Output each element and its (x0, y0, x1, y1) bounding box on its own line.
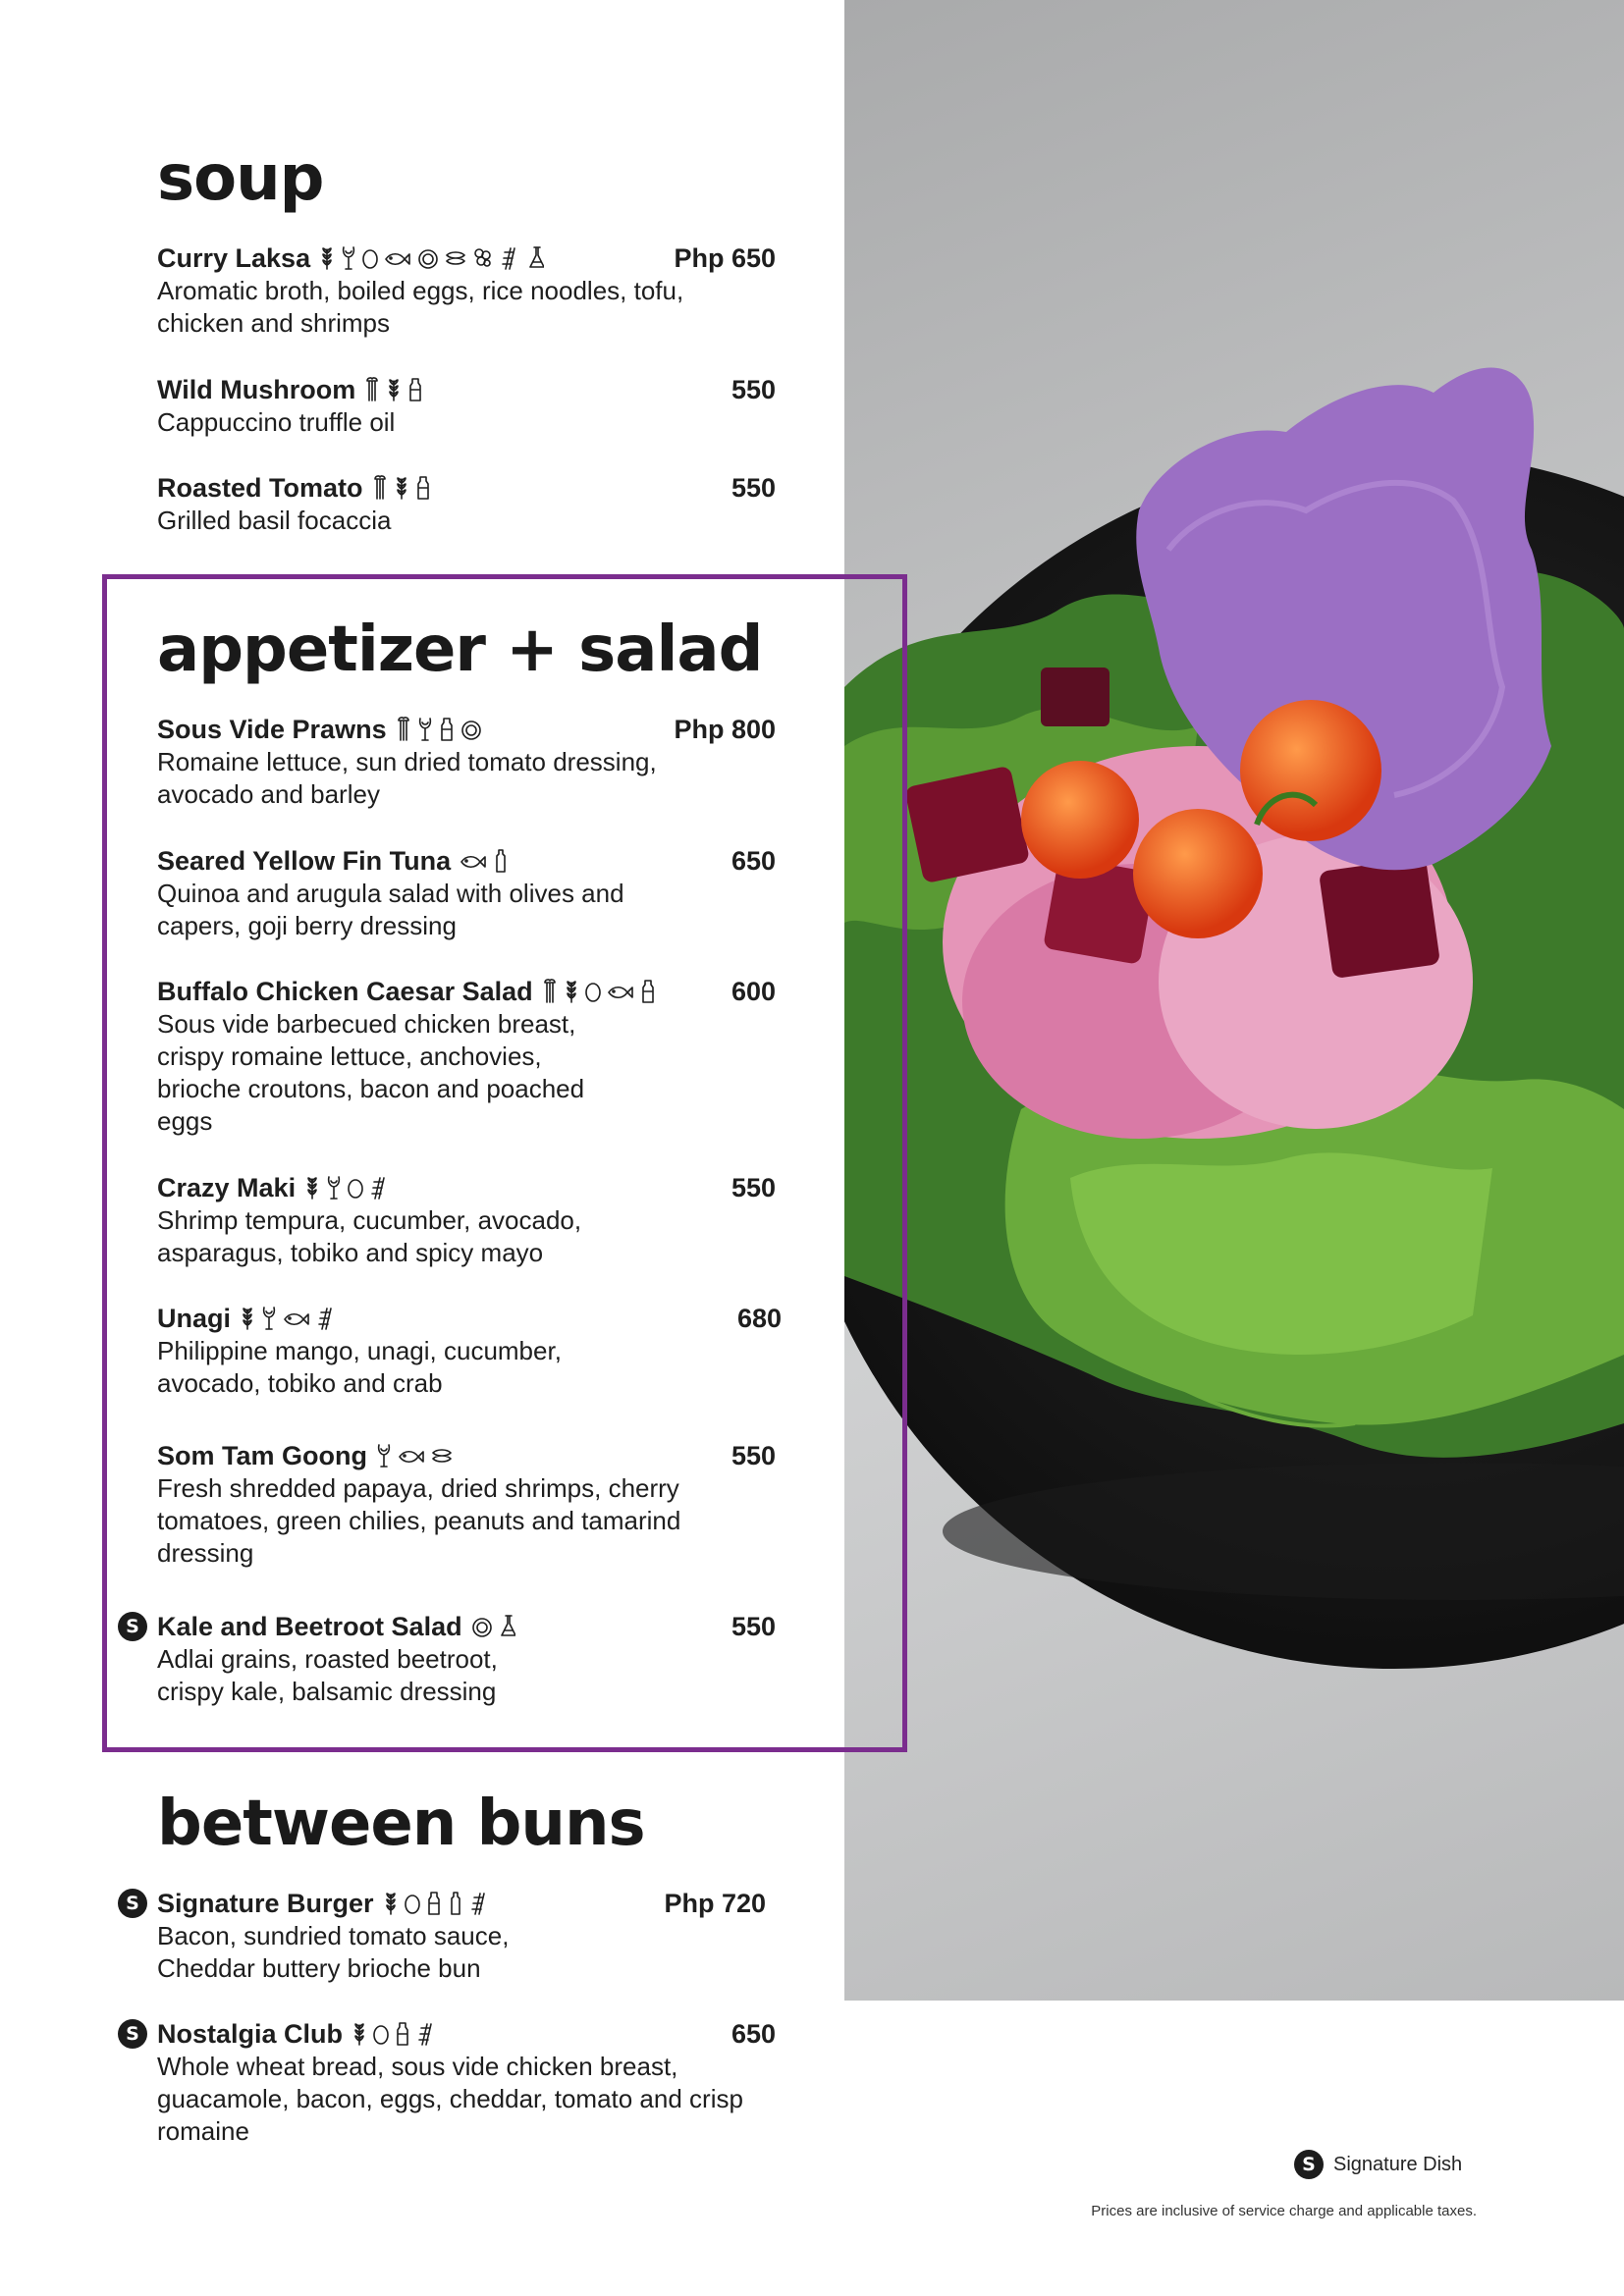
item-name: Nostalgia Club (157, 2018, 344, 2049)
fish-icon (397, 1440, 426, 1471)
item-description: Whole wheat bread, sous vide chicken breast, guacamole, bacon, eggs, cheddar, tomato and crisp romaine (157, 2052, 743, 2146)
salad-illustration (844, 0, 1624, 2001)
item-name: Wild Mushroom (157, 374, 356, 404)
allergen-icons (363, 374, 424, 405)
mustard-icon (492, 845, 510, 877)
milk-icon (406, 374, 424, 405)
item-description: Cappuccino truffle oil (157, 407, 396, 437)
item-price: 650 (731, 2019, 776, 2049)
shrimp-icon (325, 1172, 343, 1203)
allergen-icons (375, 1440, 454, 1471)
menu-item (157, 975, 776, 1138)
clam-icon (430, 1440, 454, 1471)
item-description: Quinoa and arugula salad with olives and capers, goji berry dressing (157, 879, 624, 940)
allergen-icons (382, 1888, 492, 1919)
celery-icon (371, 472, 389, 504)
item-price: 680 (736, 1304, 782, 1333)
item-price: 650 (731, 846, 776, 876)
menu-item (157, 373, 776, 439)
allergen-icons (239, 1303, 339, 1334)
item-name: Unagi (157, 1303, 232, 1333)
wheat-icon (385, 374, 403, 405)
item-name: Signature Burger (157, 1888, 374, 1918)
wheat-icon (382, 1888, 400, 1919)
milk-icon (394, 2018, 411, 2050)
item-name: Sous Vide Prawns (157, 714, 387, 744)
flask-icon (526, 242, 544, 274)
wheat-icon (318, 242, 336, 274)
peanut-icon (470, 1611, 494, 1642)
item-price: 550 (731, 1441, 776, 1470)
item-name: Roasted Tomato (157, 472, 363, 503)
item-description: Aromatic broth, boiled eggs, rice noodles, tofu, chicken and shrimps (157, 276, 684, 338)
item-name: Som Tam Goong (157, 1440, 367, 1470)
milk-icon (639, 976, 657, 1007)
sesame-icon (468, 1888, 492, 1919)
allergen-icons (303, 1172, 392, 1203)
item-name: Crazy Maki (157, 1172, 297, 1202)
menu-item (157, 1171, 776, 1269)
item-price: Php 800 (674, 715, 776, 744)
shrimp-icon (260, 1303, 278, 1334)
menu-item (157, 713, 776, 811)
item-description: Fresh shredded papaya, dried shrimps, cherry tomatoes, green chilies, peanuts and tamarind dressing (157, 1473, 681, 1568)
milk-icon (438, 714, 456, 745)
wheat-icon (393, 472, 410, 504)
item-description: Bacon, sundried tomato sauce, Cheddar buttery brioche bun (157, 1921, 510, 1983)
item-name: Seared Yellow Fin Tuna (157, 845, 452, 876)
allergen-icons (318, 242, 544, 274)
item-price: 550 (731, 473, 776, 503)
signature-dish-badge: S (118, 1889, 147, 1918)
mustard-icon (447, 1888, 464, 1919)
fish-icon (606, 976, 635, 1007)
signature-dish-badge: S (118, 2019, 147, 2049)
wheat-icon (303, 1172, 321, 1203)
allergen-icons (395, 714, 483, 745)
sesame-icon (315, 1303, 339, 1334)
sesame-icon (368, 1172, 392, 1203)
menu-item (126, 1610, 776, 1708)
egg-icon (372, 2018, 390, 2050)
shrimp-icon (340, 242, 357, 274)
menu-item (157, 241, 776, 340)
wheat-icon (563, 976, 580, 1007)
section-title-appetizer: appetizer + salad (157, 614, 763, 686)
peanut-icon (416, 242, 440, 274)
celery-icon (363, 374, 381, 405)
menu-item (126, 2017, 776, 2148)
item-name: Kale and Beetroot Salad (157, 1611, 462, 1641)
egg-icon (347, 1172, 364, 1203)
clam-icon (444, 242, 467, 274)
item-description: Sous vide barbecued chicken breast, crispy romaine lettuce, anchovies, brioche croutons, bacon and poached eggs (157, 1009, 585, 1136)
fish-icon (282, 1303, 311, 1334)
allergen-icons (541, 976, 657, 1007)
wheat-icon (239, 1303, 256, 1334)
wheat-icon (351, 2018, 368, 2050)
item-price: Php 720 (664, 1889, 766, 1918)
signature-dish-badge: S (118, 1612, 147, 1641)
allergen-icons (470, 1611, 515, 1642)
salad-photo (844, 0, 1624, 2001)
signature-dish-badge: S (1294, 2150, 1324, 2179)
allergen-icons (459, 845, 510, 877)
section-title-buns: between buns (157, 1788, 645, 1860)
sesame-icon (415, 2018, 439, 2050)
allergen-icons (371, 472, 432, 504)
item-description: Romaine lettuce, sun dried tomato dressing, avocado and barley (157, 747, 657, 809)
item-name: Curry Laksa (157, 242, 311, 273)
celery-icon (395, 714, 412, 745)
peanut-icon (460, 714, 483, 745)
menu-item (157, 844, 776, 942)
egg-icon (404, 1888, 421, 1919)
item-price: 600 (731, 977, 776, 1006)
price-footnote: Prices are inclusive of service charge and applicable taxes. (1091, 2203, 1477, 2219)
item-description: Adlai grains, roasted beetroot, crispy kale, balsamic dressing (157, 1644, 498, 1706)
shrimp-icon (375, 1440, 393, 1471)
fish-icon (459, 845, 488, 877)
item-price: 550 (731, 1173, 776, 1202)
shrimp-icon (416, 714, 434, 745)
menu-item (157, 1302, 782, 1400)
egg-icon (361, 242, 379, 274)
item-description: Philippine mango, unagi, cucumber, avocado, tobiko and crab (157, 1336, 562, 1398)
signature-legend (1294, 2150, 1462, 2179)
item-price: 550 (731, 1612, 776, 1641)
flask-icon (498, 1611, 515, 1642)
milk-icon (414, 472, 432, 504)
menu-item (157, 471, 776, 537)
soy-icon (471, 242, 495, 274)
egg-icon (584, 976, 602, 1007)
menu-item (157, 1439, 776, 1570)
celery-icon (541, 976, 559, 1007)
item-price: 550 (731, 375, 776, 404)
menu-item (126, 1887, 766, 1985)
item-name: Buffalo Chicken Caesar Salad (157, 976, 533, 1006)
section-title-soup: soup (157, 142, 324, 215)
fish-icon (383, 242, 412, 274)
item-description: Grilled basil focaccia (157, 506, 392, 535)
allergen-icons (351, 2018, 439, 2050)
legend-label: Signature Dish (1333, 2153, 1463, 2175)
milk-icon (425, 1888, 443, 1919)
item-description: Shrimp tempura, cucumber, avocado, asparagus, tobiko and spicy mayo (157, 1205, 582, 1267)
sesame-icon (499, 242, 522, 274)
item-price: Php 650 (674, 243, 776, 273)
